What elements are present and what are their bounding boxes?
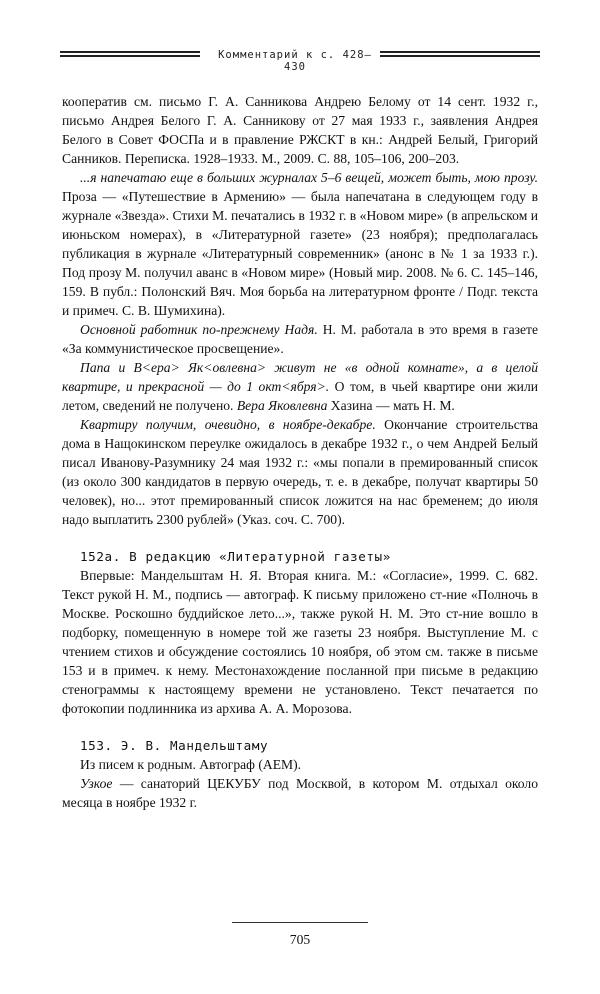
footer-rule	[232, 922, 368, 923]
paragraph-apartment-note	[62, 415, 538, 529]
comment-text: Окончание строительства дома в Нащокинском переулке ожидалось в декабре 1932 г., о чем Андрей Белый писал Иванову-Разумнику 24 мая 1932 г.: «мы попали в премированный список (из около 300 кандидатов в первую очередь, т. е. в декабре, получат квартиры 50 человек), но... этот премированный список ложится на нас бременем; до июля надо выплатить 2300 рублей» (Указ. соч. С. 700).	[62, 417, 539, 527]
letter-heading-153: 153. Э. В. Мандельштаму	[80, 738, 269, 753]
paragraph-153-source: Из писем к родным. Автограф (АЕМ).	[80, 757, 302, 772]
lemma-quote: Папа и В<ера> Як<овлевна> живут не «в одной комнате», а в целой квартире, и прекрасной — до 1 окт<ября>.	[62, 360, 538, 394]
comment-text: — санаторий ЦЕКУБУ под Москвой, в котором М. отдыхал около месяца в ноябре 1932 г.	[62, 776, 538, 810]
comment-text-tail: Хазина — мать Н. М.	[327, 398, 455, 413]
paragraph-parents-note	[62, 358, 538, 415]
comment-text: Н. М. работала в это время в газете «За коммунистическое просвещение».	[62, 322, 538, 356]
lemma-quote: Узкое	[80, 776, 113, 791]
paragraph-prose-note	[62, 168, 538, 320]
section-spacer	[62, 529, 538, 547]
section-spacer	[62, 718, 538, 736]
page-body	[62, 92, 538, 812]
comment-text: О том, в чьей квартире они жили летом, сведений не получено.	[62, 379, 538, 413]
person-name: Вера Яковлевна	[236, 398, 328, 413]
paragraph-152a-source: Впервые: Мандельштам Н. Я. Вторая книга. М.: «Согласие», 1999. С. 682. Текст рукой Н. М., подпись — автограф. К письму приложено ст-ние «Полночь в Москве. Роскошно буддийское лето...», также рукой Н. М. Это ст-ние вошло в подборку, помещенную в номере той же газеты 23 ноября. Выступление М. с чтением стихов и обсуждение состоялись 10 ноября, об этом см. также в письме 153 и в примеч. к нему. Местонахождение посланной при письме в редакцию стенограммы к настоящему времени не установлено. Текст печатается по фотокопии подлинника из архива А. А. Морозова.	[62, 568, 538, 716]
lemma-quote: ...я напечатаю еще в больших журналах 5–6 вещей, может быть, мою прозу.	[80, 170, 538, 185]
paragraph-nadya-note	[62, 320, 538, 358]
letter-heading-152a: 152а. В редакцию «Литературной газеты»	[80, 549, 391, 564]
lemma-quote: Квартиру получим, очевидно, в ноябре-декабре.	[80, 417, 376, 432]
lemma-quote: Основной работник по-прежнему Надя.	[80, 322, 318, 337]
comment-text: Проза — «Путешествие в Армению» — была напечатана в следующем году в журнале «Звезда». Стихи М. печатались в 1932 г. в «Новом мире» (в апрельском и июньском номерах), в «Литературной газете» (23 ноября); предполагалась публикация в журнале «Литературный современник» (анонс в № 1 за 1933 г.). Под прозу М. получил аванс в «Новом мире» (Новый мир. 2008. № 6. С. 145–146, 159. В публ.: Полонский Вяч. Моя борьба на литературном фронте / Подг. текста и примеч. С. В. Шумихина).	[62, 189, 538, 318]
running-head-rule-right	[380, 51, 540, 60]
paragraph-153-note	[62, 774, 538, 812]
running-head-rule-left	[60, 51, 200, 60]
page-number: 705	[289, 932, 311, 947]
running-head-text: Комментарий к с. 428–430	[218, 49, 372, 73]
running-head	[60, 49, 540, 73]
paragraph-continued: кооператив см. письмо Г. А. Санникова Андрею Белому от 14 сент. 1932 г., письмо Андрея Белого Г. А. Санникову от 27 мая 1933 г., заявления Андрея Белого в Совет ФОСПа и в правление РЖСКТ в кн.: Андрей Белый, Григорий Санников. Переписка. 1928–1933. М., 2009. С. 88, 105–106, 200–203.	[62, 94, 538, 166]
